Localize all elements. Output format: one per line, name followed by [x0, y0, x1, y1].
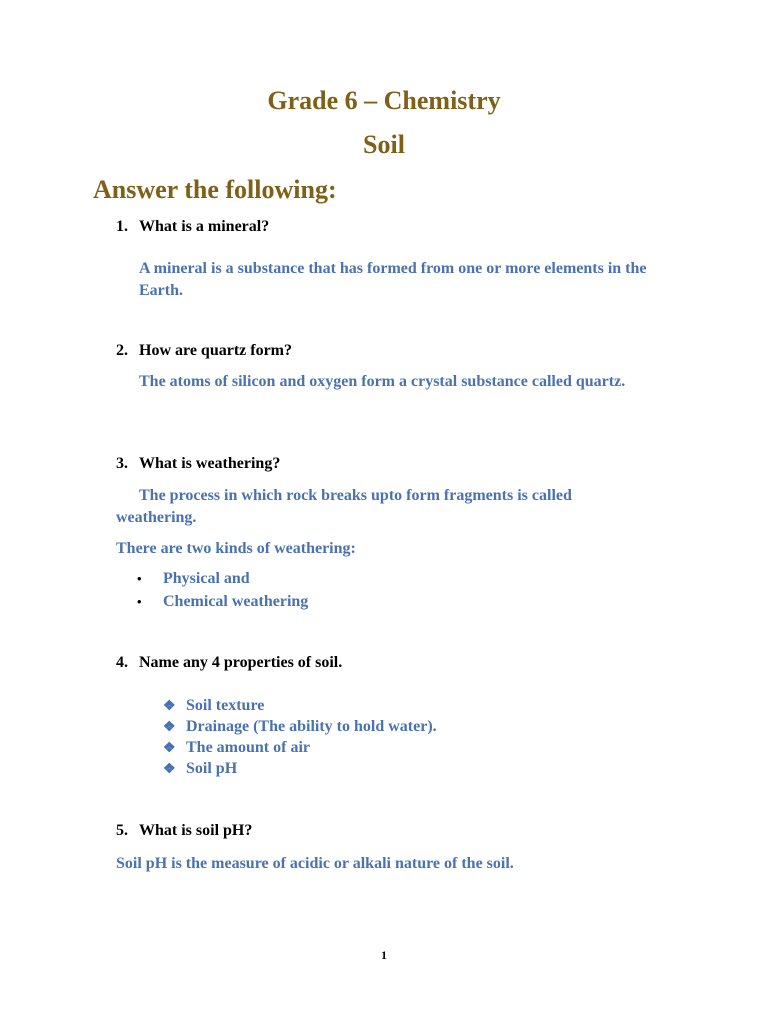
page-title: Grade 6 – Chemistry: [267, 86, 501, 115]
diamond-bullet-icon: ❖: [163, 762, 176, 777]
list-item: • Physical and: [137, 570, 250, 587]
page-subtitle: Soil: [363, 130, 405, 159]
question-2: 2. How are quartz form?: [116, 342, 292, 359]
page-number: 1: [381, 948, 387, 962]
diamond-bullet-icon: ❖: [163, 720, 176, 735]
list-item: ❖ Soil pH: [163, 760, 238, 777]
list-item: ❖ The amount of air: [163, 739, 310, 756]
question-4: 4. Name any 4 properties of soil.: [116, 654, 343, 671]
answer-1: A mineral is a substance that has formed from one or more elements in the Earth.: [139, 260, 647, 299]
diamond-bullet-icon: ❖: [163, 741, 176, 756]
answer-3-extra: There are two kinds of weathering:: [116, 540, 356, 557]
bullet-icon: •: [137, 594, 142, 609]
question-1: 1. What is a mineral?: [116, 218, 270, 235]
bullet-icon: •: [137, 571, 142, 586]
answer-2: The atoms of silicon and oxygen form a crystal substance called quartz.: [139, 373, 626, 390]
list-item: • Chemical weathering: [137, 593, 309, 610]
answer-5: Soil pH is the measure of acidic or alkali nature of the soil.: [116, 855, 514, 872]
diamond-bullet-icon: ❖: [163, 699, 176, 714]
list-item: ❖ Soil texture: [163, 697, 265, 714]
list-item: ❖ Drainage (The ability to hold water).: [163, 718, 437, 735]
section-heading: Answer the following:: [93, 175, 337, 204]
question-3: 3. What is weathering?: [116, 455, 281, 472]
question-5: 5. What is soil pH?: [116, 822, 253, 839]
answer-3: The process in which rock breaks upto form fragments is called weathering.: [116, 487, 572, 526]
